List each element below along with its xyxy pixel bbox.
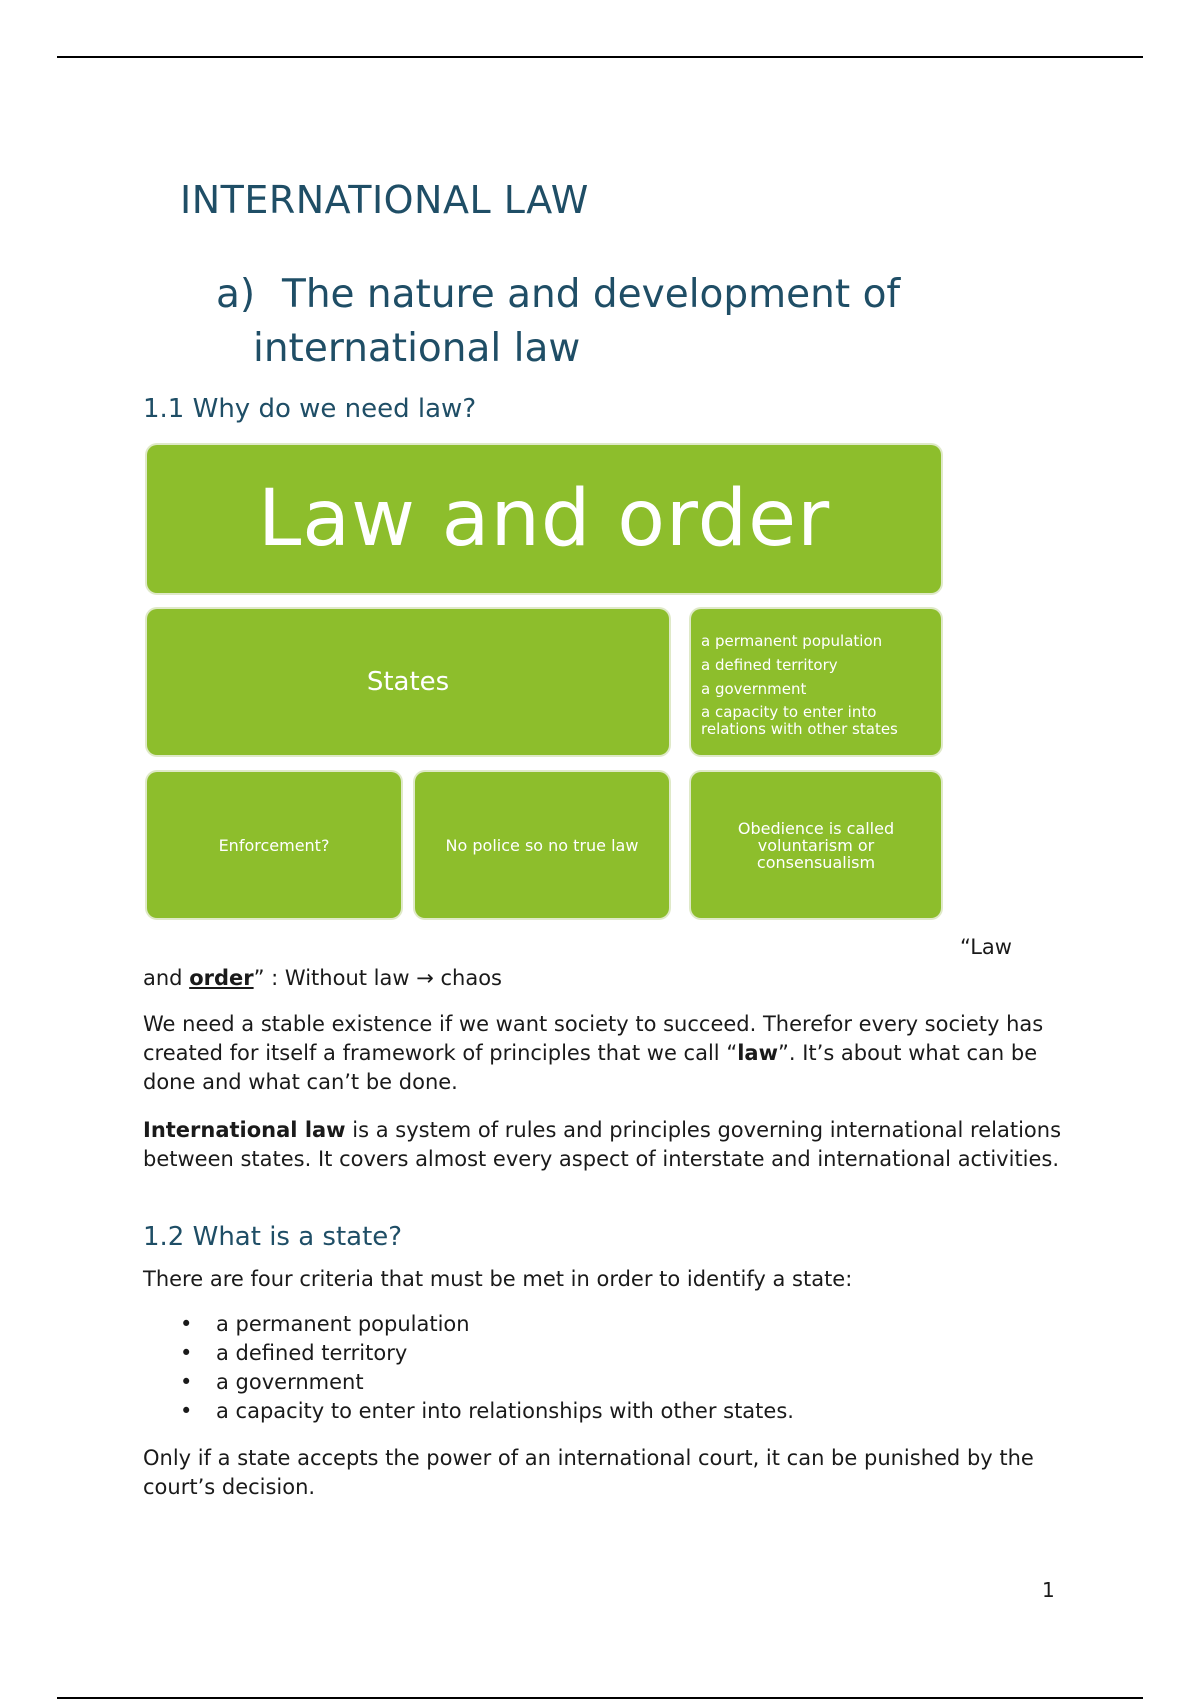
caption-order-word: order	[189, 966, 254, 990]
diagram-box-state-criteria	[691, 609, 941, 755]
top-rule	[57, 56, 1143, 58]
paragraph-text: We need a stable existence if we want society to succeed. Therefor every society has created for itself a framework of principles that we call “	[143, 1012, 1044, 1065]
bold-term-law: law	[737, 1041, 778, 1065]
chapter-number: a)	[216, 272, 256, 317]
list-item: • a capacity to enter into relationships with other states.	[143, 1397, 794, 1426]
diagram-criterion: a government	[701, 680, 807, 698]
diagram-box-enforcement: Enforcement?	[147, 772, 401, 918]
paragraph-stable-existence	[143, 1010, 1073, 1097]
chapter-heading	[216, 268, 900, 376]
paragraph-court-power: Only if a state accepts the power of an international court, it can be punished by the court’s decision.	[143, 1446, 1034, 1499]
list-item: • a permanent population	[143, 1310, 794, 1339]
bold-term-international-law: International law	[143, 1118, 346, 1142]
section-heading-what-is-state: 1.2 What is a state?	[143, 1222, 403, 1252]
paragraph-text: is a system of rules and principles governing international relations between states. It covers almost every aspect of interstate and international activities.	[143, 1118, 1062, 1171]
list-item: • a government	[143, 1368, 794, 1397]
diagram-criterion: a defined territory	[701, 656, 838, 674]
diagram-box-law-and-order: Law and order	[147, 445, 941, 593]
caption-quote-open: “Law	[960, 935, 1012, 959]
document-title: INTERNATIONAL LAW	[180, 178, 589, 222]
diagram-criterion: a permanent population	[701, 632, 883, 650]
law-and-order-diagram	[147, 445, 943, 920]
paragraph-text: ”. It’s about what can be done and what can’t be done.	[143, 1041, 1038, 1094]
section-heading-why-law: 1.1 Why do we need law?	[143, 394, 477, 424]
bottom-rule	[57, 1697, 1143, 1699]
state-criteria-list	[143, 1310, 794, 1426]
caption-line	[143, 966, 502, 990]
chapter-title-line2: international law	[253, 326, 581, 371]
diagram-criterion: a capacity to enter into relations with other states	[701, 703, 898, 738]
diagram-box-no-police: No police so no true law	[415, 772, 669, 918]
diagram-box-states: States	[147, 609, 669, 755]
paragraph-international-law	[143, 1116, 1073, 1174]
paragraph-criteria-intro: There are four criteria that must be met in order to identify a state:	[143, 1267, 853, 1291]
caption-rest: ” : Without law → chaos	[253, 966, 502, 990]
caption-and: and	[143, 966, 190, 990]
list-item: • a defined territory	[143, 1339, 794, 1368]
page-number: 1	[1042, 1578, 1055, 1602]
diagram-box-obedience: Obedience is called voluntarism or consensualism	[691, 772, 941, 918]
chapter-title-line1: The nature and development of	[282, 272, 901, 317]
